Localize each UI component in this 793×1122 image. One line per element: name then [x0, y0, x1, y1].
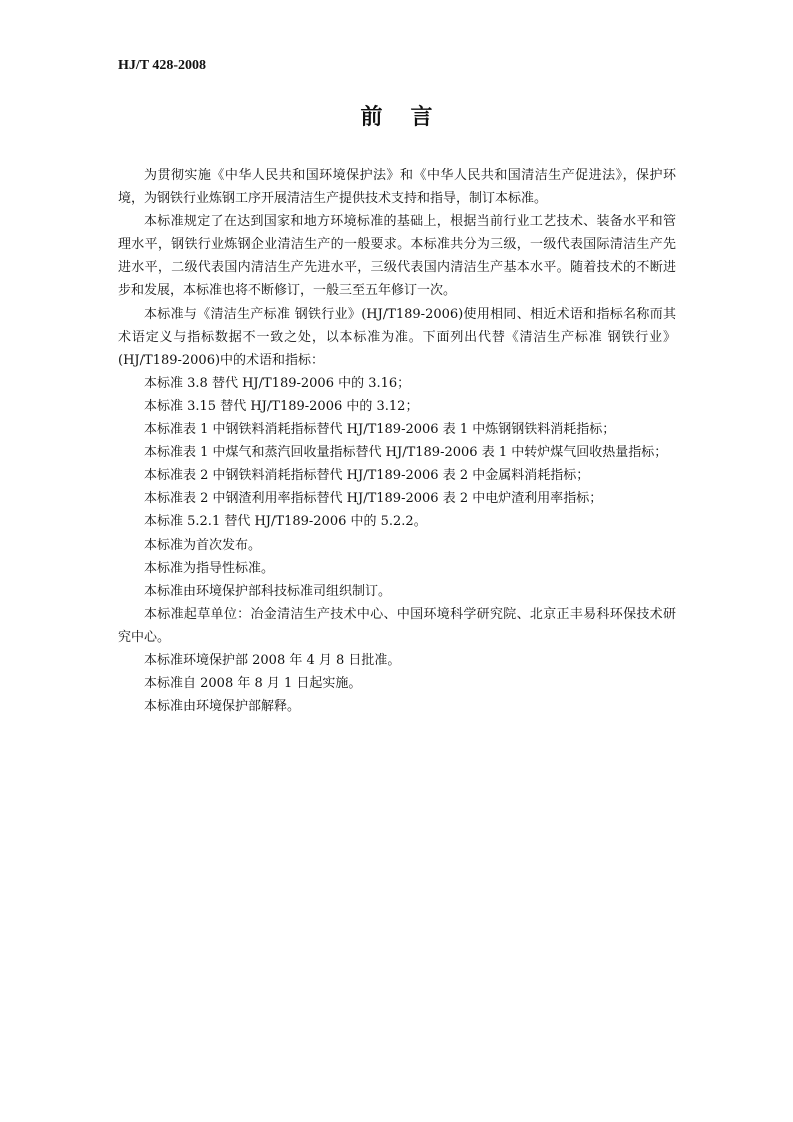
- paragraph: 本标准与《清洁生产标准 钢铁行业》(HJ/T189-2006)使用相同、相近术语和指标名称而其术语定义与指标数据不一致之处，以本标准为准。下面列出代替《清洁生产标准 钢铁行业》(HJ/T189-2006)中的术语和指标：: [118, 306, 676, 368]
- paragraph: 本标准表 2 中钢渣利用率指标替代 HJ/T189-2006 表 2 中电炉渣利用率指标；: [144, 491, 603, 507]
- paragraph: 本标准表 1 中煤气和蒸汽回收量指标替代 HJ/T189-2006 表 1 中转炉煤气回收热量指标；: [144, 445, 668, 461]
- paragraph: 本标准为首次发布。: [144, 537, 262, 553]
- paragraph: 本标准表 2 中钢铁料消耗指标替代 HJ/T189-2006 表 2 中金属料消耗指标；: [144, 468, 590, 484]
- paragraph: 本标准规定了在达到国家和地方环境标准的基础上，根据当前行业工艺技术、装备水平和管理水平，钢铁行业炼钢企业清洁生产的一般要求。本标准共分为三级，一级代表国际清洁生产先进水平，二级代表国内清洁生产先进水平，三级代表国内清洁生产基本水平。随着技术的不断进步和发展，本标准也将不断修订，一般三至五年修订一次。: [118, 214, 676, 299]
- paragraph: 本标准环境保护部 2008 年 4 月 8 日批准。: [144, 652, 401, 668]
- paragraph: 本标准由环境保护部解释。: [144, 699, 301, 715]
- paragraph: 本标准由环境保护部科技标准司组织制订。: [144, 583, 392, 599]
- paragraph: 本标准为指导性标准。: [144, 560, 275, 576]
- paragraph: 本标准表 1 中钢铁料消耗指标替代 HJ/T189-2006 表 1 中炼钢钢铁料消耗指标；: [144, 422, 616, 438]
- paragraph: 为贯彻实施《中华人民共和国环境保护法》和《中华人民共和国清洁生产促进法》，保护环境，为钢铁行业炼钢工序开展清洁生产提供技术支持和指导，制订本标准。: [118, 168, 676, 207]
- paragraph: 本标准 3.15 替代 HJ/T189-2006 中的 3.12；: [144, 398, 419, 414]
- standard-code: HJ/T 428-2008: [118, 58, 207, 73]
- paragraph: 本标准 3.8 替代 HJ/T189-2006 中的 3.16；: [144, 375, 411, 391]
- paragraph: 本标准起草单位：冶金清洁生产技术中心、中国环境科学研究院、北京正丰易科环保技术研究中心。: [118, 606, 676, 645]
- foreword-body: [118, 164, 676, 718]
- paragraph: 本标准 5.2.1 替代 HJ/T189-2006 中的 5.2.2。: [144, 514, 427, 530]
- paragraph: 本标准自 2008 年 8 月 1 日起实施。: [144, 676, 362, 692]
- page-title: 前言: [360, 105, 461, 130]
